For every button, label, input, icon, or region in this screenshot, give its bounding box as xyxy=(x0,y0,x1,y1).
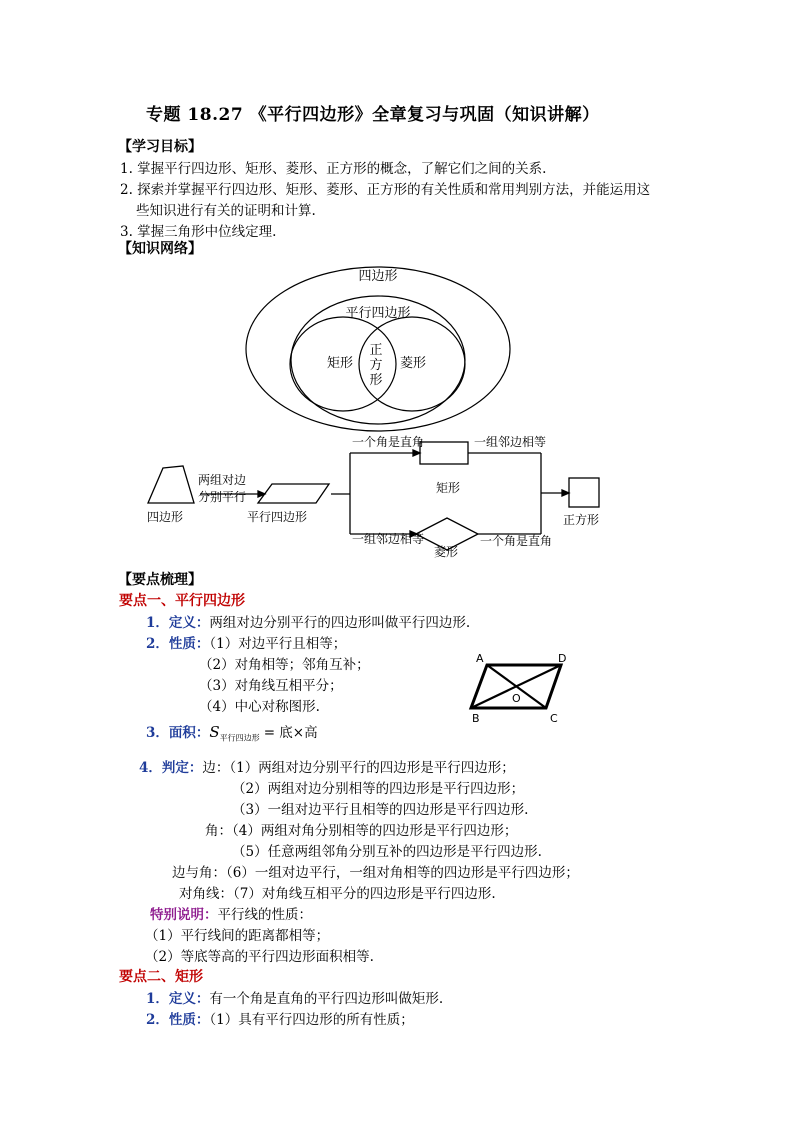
flow-label-cond1b: 分别平行 xyxy=(198,490,247,504)
judge-line: （5）任意两组邻角分别互补的四边形是平行四边形. xyxy=(232,844,542,860)
note-label: 特别说明： xyxy=(150,907,218,923)
points-header: 【要点梳理】 xyxy=(118,572,202,588)
point1-judge-label: 4．判定： xyxy=(139,760,203,776)
figure-label-C: C xyxy=(550,712,558,725)
figure-label-D: D xyxy=(558,652,567,665)
flow-parallelogram-shape xyxy=(258,484,329,503)
point1-definition xyxy=(146,611,470,631)
point1-prop-item: （1）对边平行且相等； xyxy=(209,636,347,652)
judge-line: 边：（1）两组对边分别平行的四边形是平行四边形； xyxy=(202,760,515,776)
venn-label-right: 菱形 xyxy=(399,356,427,371)
point1-judge xyxy=(139,756,515,776)
flow-label-para: 平行四边形 xyxy=(247,510,308,524)
flow-label-bottom-cond: 一组邻边相等 xyxy=(352,532,425,546)
flow-arrowhead xyxy=(413,450,420,456)
parallelogram-figure xyxy=(471,652,566,725)
venn-diagram xyxy=(246,267,510,431)
judge-line: （2）两组对边分别相等的四边形是平行四边形； xyxy=(232,781,525,797)
venn-label-middle: 平行四边形 xyxy=(345,306,411,321)
flow-quadrilateral-shape xyxy=(148,466,194,503)
figure-label-A: A xyxy=(476,652,484,665)
flow-square-shape xyxy=(569,478,599,507)
objective-item: 些知识进行有关的证明和计算. xyxy=(136,203,316,219)
point1-def-label: 1．定义： xyxy=(146,615,210,631)
figure-label-O: O xyxy=(512,692,521,705)
venn-label-center: 方 xyxy=(369,358,383,373)
judge-line: 边与角：（6）一组对边平行，一组对角相等的四边形是平行四边形； xyxy=(172,865,579,881)
venn-label-left: 矩形 xyxy=(326,356,354,371)
objective-item: 3. 掌握三角形中位线定理. xyxy=(120,224,277,240)
point1-area xyxy=(146,721,318,744)
point1-prop-item: （3）对角线互相平分； xyxy=(199,678,343,694)
figure-label-B: B xyxy=(472,712,480,725)
point2-def-label: 1．定义： xyxy=(146,991,210,1007)
objective-item: 2. 探索并掌握平行四边形、矩形、菱形、正方形的有关性质和常用判别方法，并能运用这 xyxy=(120,182,651,198)
point2-prop-text: （1）具有平行四边形的所有性质； xyxy=(209,1012,414,1028)
flow-label-quad: 四边形 xyxy=(147,510,184,524)
flow-label-top-right-cond: 一组邻边相等 xyxy=(474,435,547,449)
note-text: 平行线的性质： xyxy=(217,907,312,923)
point1-area-label: 3．面积： xyxy=(146,725,210,741)
venn-label-center: 正 xyxy=(369,343,383,358)
point2-def-text: 有一个角是直角的平行四边形叫做矩形. xyxy=(209,991,444,1007)
point1-prop-label: 2．性质： xyxy=(146,636,210,652)
flow-label-bottom-right-cond: 一个角是直角 xyxy=(480,534,553,548)
point1-prop-item: （4）中心对称图形. xyxy=(199,699,320,715)
venn-label-center: 形 xyxy=(369,373,383,388)
point2-title: 要点二、矩形 xyxy=(119,969,203,985)
flow-arrowhead xyxy=(562,490,569,496)
judge-line: 角：（4）两组对角分别相等的四边形是平行四边形； xyxy=(205,823,518,839)
note-item: （2）等底等高的平行四边形面积相等. xyxy=(145,949,374,965)
flow-rectangle-shape xyxy=(420,442,468,464)
point1-title: 要点一、平行四边形 xyxy=(119,593,245,609)
objective-item: 1. 掌握平行四边形、矩形、菱形、正方形的概念，了解它们之间的关系. xyxy=(120,161,547,177)
point1-def-text: 两组对边分别平行的四边形叫做平行四边形. xyxy=(209,615,471,631)
flow-label-cond1a: 两组对边 xyxy=(198,473,247,487)
objectives-header: 【学习目标】 xyxy=(118,139,202,155)
flow-label-square: 正方形 xyxy=(563,513,600,527)
page-title: 专题 18.27 《平行四边形》全章复习与巩固（知识讲解） xyxy=(146,105,600,125)
point2-definition xyxy=(146,987,443,1007)
judge-line: （3）一组对边平行且相等的四边形是平行四边形. xyxy=(232,802,529,818)
point1-property xyxy=(146,632,346,652)
note-item: （1）平行线间的距离都相等； xyxy=(145,928,330,944)
flow-label-top-cond: 一个角是直角 xyxy=(352,435,425,449)
flow-label-rect: 矩形 xyxy=(436,481,461,495)
point2-prop-label: 2．性质： xyxy=(146,1012,210,1028)
point2-property xyxy=(146,1008,414,1028)
network-header: 【知识网络】 xyxy=(118,241,202,257)
judge-line: 对角线：（7）对角线互相平分的四边形是平行四边形. xyxy=(179,886,496,902)
point1-note xyxy=(150,903,312,923)
flow-label-rhombus: 菱形 xyxy=(434,545,459,559)
area-symbol: S xyxy=(209,723,220,741)
area-subscript: 平行四边形 xyxy=(219,733,260,743)
point1-prop-item: （2）对角相等；邻角互补； xyxy=(199,657,370,673)
venn-label-outer: 四边形 xyxy=(358,269,398,284)
area-formula: = 底×高 xyxy=(263,725,318,741)
